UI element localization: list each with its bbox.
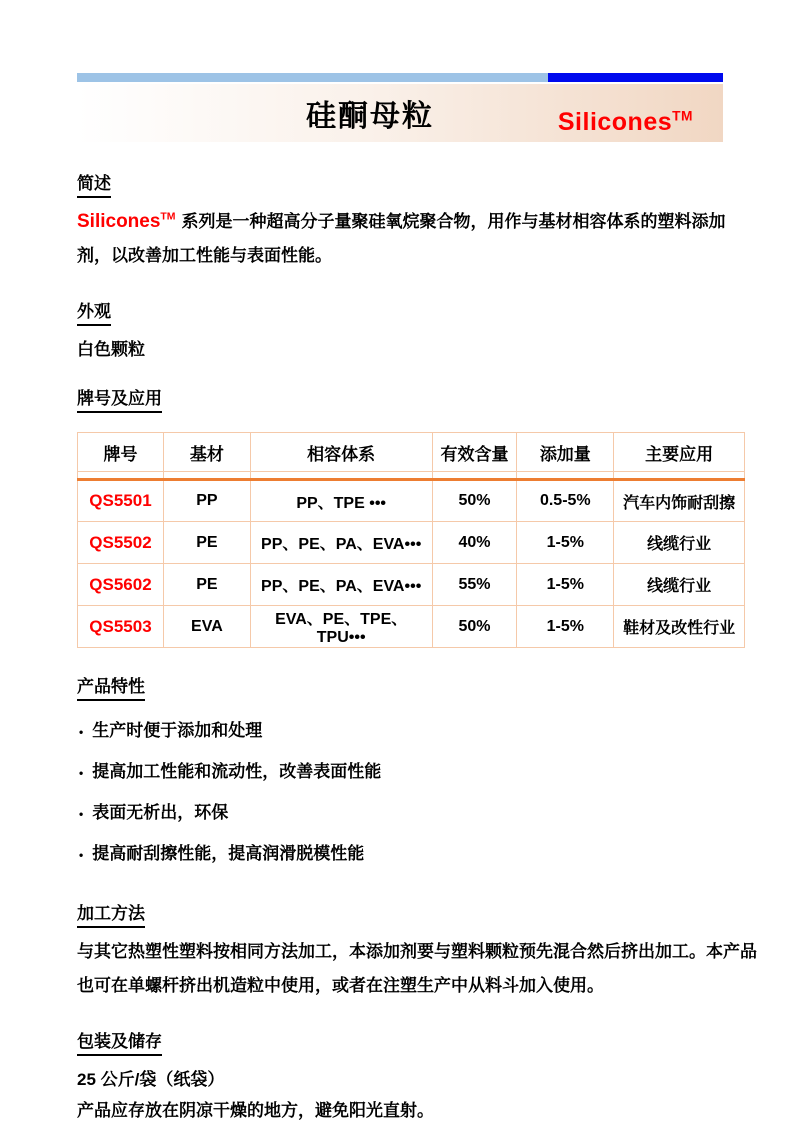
feature-text: 生产时便于添加和处理: [92, 721, 263, 740]
application-cell: 线缆行业: [614, 564, 745, 606]
features-heading: 产品特性: [77, 672, 145, 701]
content-cell: 50%: [432, 480, 517, 522]
grade-cell: QS5602: [78, 564, 164, 606]
application-cell: 汽车内饰耐刮擦: [614, 480, 745, 522]
section-grades: [77, 384, 748, 648]
dosage-cell: 0.5-5%: [517, 480, 614, 522]
bullet-icon: •: [79, 725, 84, 739]
substrate-cell: PP: [163, 480, 250, 522]
substrate-cell: PE: [163, 522, 250, 564]
storage-note: 产品应存放在阴凉干燥的地方，避免阳光直射。: [77, 1101, 434, 1120]
trademark-symbol-inline: TM: [160, 211, 176, 223]
list-item: [77, 834, 748, 875]
list-item: [77, 793, 748, 834]
brand-logo: [558, 108, 693, 137]
appearance-text: 白色颗粒: [77, 340, 145, 359]
grade-cell: QS5502: [78, 522, 164, 564]
section-processing: [77, 899, 757, 1003]
bullet-icon: •: [79, 848, 84, 862]
light-blue-bar: [77, 73, 548, 82]
title-banner: [77, 84, 723, 142]
brand-name-inline: Silicones™: [77, 211, 176, 232]
col-header-substrate: 基材: [163, 433, 250, 472]
brief-text: 系列是一种超高分子量聚硅氧烷聚合物，用作与基材相容体系的塑料添加剂，以改善加工性能与表面性能。: [77, 212, 726, 265]
page-title: 硅酮母粒: [306, 100, 434, 133]
col-header-grade: 牌号: [78, 433, 164, 472]
table-row: [78, 564, 745, 606]
bullet-icon: •: [79, 766, 84, 780]
application-cell: 鞋材及改性行业: [614, 606, 745, 648]
content-cell: 40%: [432, 522, 517, 564]
brief-paragraph: [77, 205, 759, 273]
table-header-row: [78, 433, 745, 472]
table-row: [78, 522, 745, 564]
col-header-dosage: 添加量: [517, 433, 614, 472]
section-packaging: [77, 1027, 748, 1126]
compatible-cell: EVA、PE、TPE、TPU•••: [250, 606, 432, 648]
dosage-cell: 1-5%: [517, 564, 614, 606]
header-bars: [77, 73, 723, 82]
grades-table: [77, 432, 745, 648]
appearance-heading: 外观: [77, 297, 111, 326]
list-item: [77, 752, 748, 793]
col-header-application: 主要应用: [614, 433, 745, 472]
processing-heading: 加工方法: [77, 899, 145, 928]
features-list: [77, 711, 748, 875]
header-rule-row: [78, 472, 745, 480]
brief-heading: 简述: [77, 169, 111, 198]
grades-heading: 牌号及应用: [77, 384, 162, 413]
col-header-content: 有效含量: [432, 433, 517, 472]
substrate-cell: EVA: [163, 606, 250, 648]
packaging-spec: 25 公斤/袋（纸袋）: [77, 1070, 225, 1089]
packaging-lines: [77, 1064, 748, 1126]
list-item: [77, 711, 748, 752]
processing-text: 与其它热塑性塑料按相同方法加工，本添加剂要与塑料颗粒预先混合然后挤出加工。本产品也可在单螺杆挤出机造粒中使用，或者在注塑生产中从料斗加入使用。: [77, 942, 757, 995]
substrate-cell: PE: [163, 564, 250, 606]
col-header-compatible: 相容体系: [250, 433, 432, 472]
feature-text: 提高加工性能和流动性，改善表面性能: [92, 762, 382, 781]
compatible-cell: PP、PE、PA、EVA•••: [250, 564, 432, 606]
feature-text: 提高耐刮擦性能，提高润滑脱模性能: [92, 844, 365, 863]
brand-name: Silicones: [557, 108, 673, 136]
section-brief: [77, 169, 748, 273]
grade-cell: QS5503: [78, 606, 164, 648]
content-cell: 55%: [432, 564, 517, 606]
grade-cell: QS5501: [78, 480, 164, 522]
feature-text: 表面无析出，环保: [92, 803, 229, 822]
trademark-symbol: TM: [672, 108, 693, 124]
table-row: [78, 480, 745, 522]
bullet-icon: •: [79, 807, 84, 821]
section-appearance: [77, 297, 748, 360]
packaging-heading: 包装及储存: [77, 1027, 162, 1056]
section-features: [77, 672, 748, 875]
dark-blue-bar: [548, 73, 723, 82]
dosage-cell: 1-5%: [517, 606, 614, 648]
content-cell: 50%: [432, 606, 517, 648]
dosage-cell: 1-5%: [517, 522, 614, 564]
application-cell: 线缆行业: [614, 522, 745, 564]
compatible-cell: PP、TPE •••: [250, 480, 432, 522]
table-row: [78, 606, 745, 648]
compatible-cell: PP、PE、PA、EVA•••: [250, 522, 432, 564]
